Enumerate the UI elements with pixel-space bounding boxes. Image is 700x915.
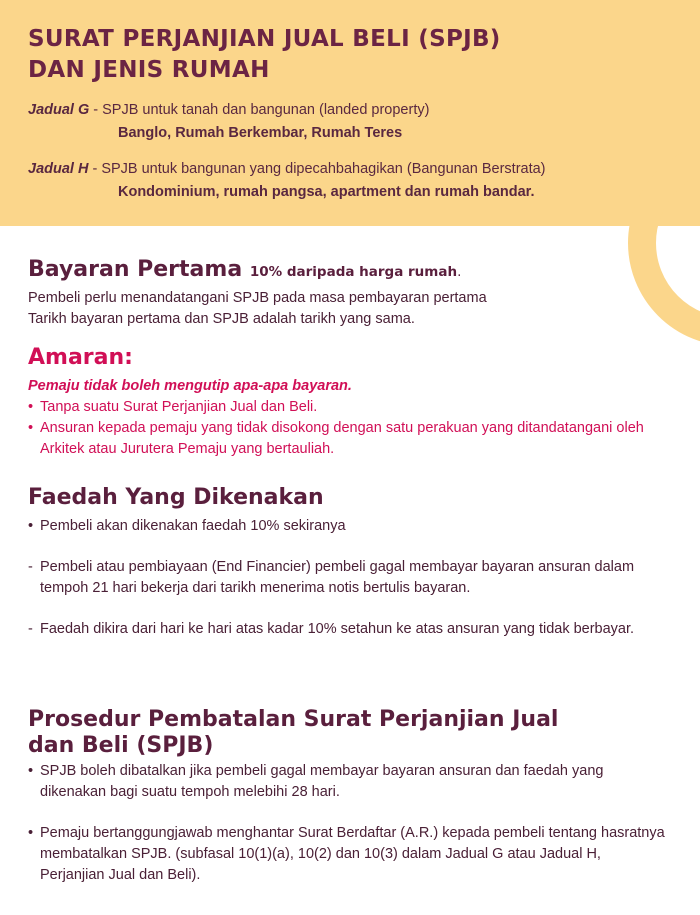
jadual-h bbox=[28, 158, 546, 204]
amaran-item-2: Ansuran kepada pemaju yang tidak disokong dengan satu perakuan yang ditandatangani oleh Arkitek atau Jurutera Pemaju yang bertauliah. bbox=[40, 420, 644, 457]
jadual-g bbox=[28, 99, 429, 145]
prosedur-heading bbox=[28, 707, 558, 759]
prosedur-item-2: Pemaju bertanggungjawab menghantar Surat Berdaftar (A.R.) kepada pembeli tentang hasratnya membatalkan SPJB. (subfasal 10(1)(a), 10(2) dan 10(3) dalam Jadual G atau Jadual H, Perjanjian Jual dan Beli). bbox=[40, 825, 665, 883]
prosedur-heading-line-1: Prosedur Pembatalan Surat Perjanjian Jual bbox=[28, 707, 559, 732]
title-line-2: DAN JENIS RUMAH bbox=[28, 57, 270, 83]
list-item bbox=[28, 557, 668, 599]
bullet-icon: • bbox=[28, 763, 34, 779]
jadual-h-label: Jadual H bbox=[28, 161, 89, 177]
faedah-list bbox=[28, 516, 668, 640]
amaran-heading: Amaran: bbox=[28, 345, 133, 370]
bayaran-line-2: Tarikh bayaran pertama dan SPJB adalah tarikh yang sama. bbox=[28, 311, 415, 327]
list-item bbox=[28, 619, 668, 640]
faedah-item-2: Pembeli atau pembiayaan (End Financier) pembeli gagal membayar bayaran ansuran dalam tempoh 21 hari bekerja dari tarikh menerima notis bertulis bayaran. bbox=[40, 559, 635, 596]
bayaran-heading bbox=[28, 257, 461, 285]
bayaran-text bbox=[28, 288, 487, 330]
faedah-heading: Faedah Yang Dikenakan bbox=[28, 485, 324, 510]
list-item bbox=[28, 397, 658, 418]
list-item bbox=[28, 823, 668, 886]
dash-icon: - bbox=[28, 621, 33, 637]
bayaran-note: 10% daripada harga rumah bbox=[249, 264, 458, 280]
jadual-h-examples: Kondominium, rumah pangsa, apartment dan rumah bandar. bbox=[118, 184, 535, 200]
prosedur-list bbox=[28, 761, 668, 886]
bayaran-line-1: Pembeli perlu menandatangani SPJB pada masa pembayaran pertama bbox=[28, 290, 487, 306]
amaran-item-1: Tanpa suatu Surat Perjanjian Jual dan Beli. bbox=[40, 399, 318, 415]
faedah-item-3: Faedah dikira dari hari ke hari atas kadar 10% setahun ke atas ansuran yang tidak berbayar. bbox=[40, 621, 635, 637]
bayaran-note-end: . bbox=[457, 264, 462, 280]
bullet-icon: • bbox=[28, 825, 34, 841]
jadual-g-label: Jadual G bbox=[28, 102, 90, 118]
dash-icon: - bbox=[28, 559, 33, 575]
jadual-g-examples: Banglo, Rumah Berkembar, Rumah Teres bbox=[118, 125, 403, 141]
jadual-g-desc: - SPJB untuk tanah dan bangunan (landed property) bbox=[89, 102, 430, 118]
list-item bbox=[28, 418, 658, 460]
jadual-h-desc: - SPJB untuk bangunan yang dipecahbahagikan (Bangunan Berstrata) bbox=[88, 161, 546, 177]
amaran-lead: Pemaju tidak boleh mengutip apa-apa bayaran. bbox=[28, 378, 352, 394]
list-item bbox=[28, 516, 668, 537]
bullet-icon: • bbox=[28, 399, 34, 415]
list-item bbox=[28, 761, 668, 803]
faedah-item-1: Pembeli akan dikenakan faedah 10% sekiranya bbox=[40, 518, 346, 534]
bullet-icon: • bbox=[28, 518, 34, 534]
prosedur-heading-line-2: dan Beli (SPJB) bbox=[28, 733, 214, 758]
bayaran-heading-text: Bayaran Pertama bbox=[28, 257, 243, 282]
bullet-icon: • bbox=[28, 420, 34, 436]
prosedur-item-1: SPJB boleh dibatalkan jika pembeli gagal membayar bayaran ansuran dan faedah yang dikenakan bagi suatu tempoh melebihi 28 hari. bbox=[40, 763, 604, 800]
amaran-list bbox=[28, 397, 658, 460]
title-line-1: SURAT PERJANJIAN JUAL BELI (SPJB) bbox=[28, 26, 501, 52]
page-title bbox=[28, 24, 501, 86]
